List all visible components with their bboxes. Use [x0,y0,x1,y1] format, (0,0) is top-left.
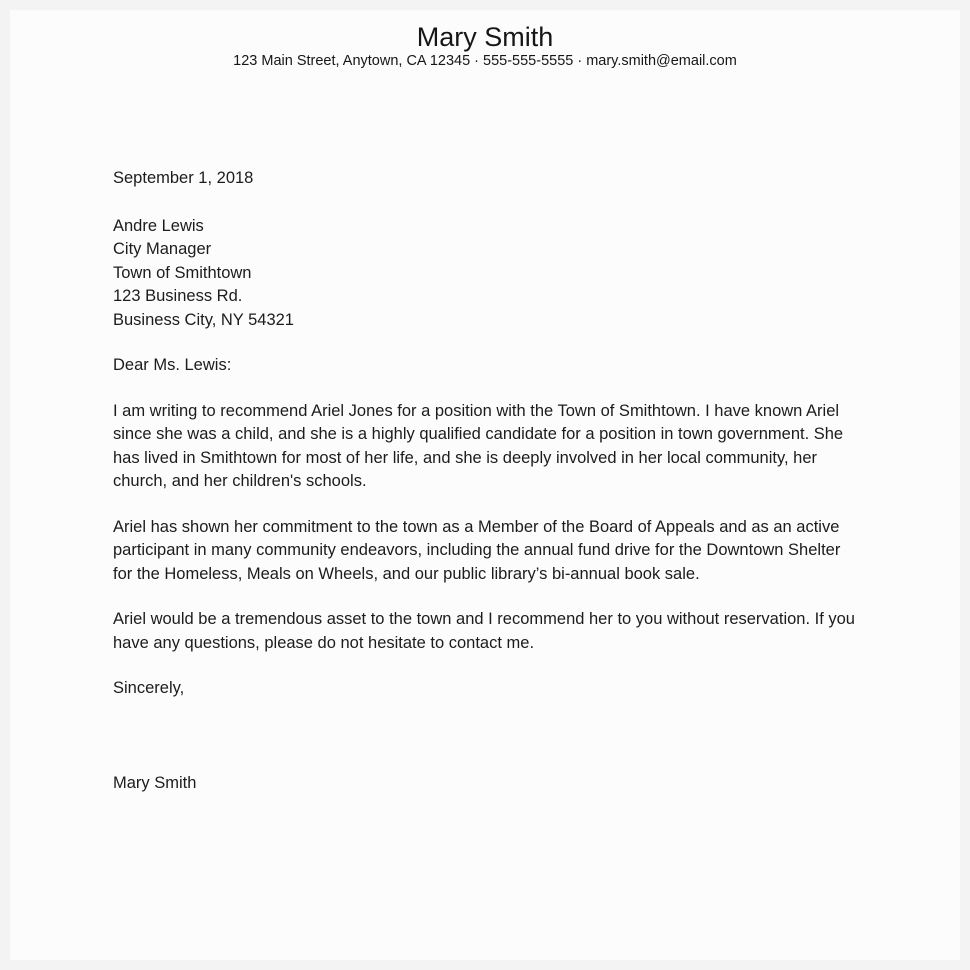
recipient-street: 123 Business Rd. [113,287,243,305]
recipient-title: City Manager [113,240,212,258]
closing: Sincerely, [113,679,185,697]
letter-date: September 1, 2018 [113,169,254,187]
letter-body [10,167,960,795]
recipient-name: Andre Lewis [113,216,204,235]
body-paragraph-3: Ariel would be a tremendous asset to the town and I recommend her to you without reservation. If you have any questions, please do not hesitate to contact me. [113,610,855,652]
letter-sheet [10,10,960,960]
letterhead-contact-line: 123 Main Street, Anytown, CA 12345 · 555-555-5555 · mary.smith@email.com [233,53,737,69]
recipient-block [113,215,857,333]
signature-name: Mary Smith [113,773,197,792]
recipient-organization: Town of Smithtown [113,263,252,282]
recipient-city-state-zip: Business City, NY 54321 [113,310,294,329]
salutation: Dear Ms. Lewis: [113,356,232,374]
letterhead [10,10,960,70]
letterhead-name: Mary Smith [416,22,554,52]
body-paragraph-2: Ariel has shown her commitment to the town as a Member of the Board of Appeals and as an active participant in many community endeavors, including the annual fund drive for the Downtown Shelter for the Homeless, Meals on Wheels, and our public library’s bi-annual book sale. [113,517,841,583]
body-paragraph-1: I am writing to recommend Ariel Jones for a position with the Town of Smithtown. I have known Ariel since she was a child, and she is a highly qualified candidate for a position in town government. She has lived in Smithtown for most of her life, and she is deeply involved in her local community, her church, and her children's schools. [113,401,844,490]
